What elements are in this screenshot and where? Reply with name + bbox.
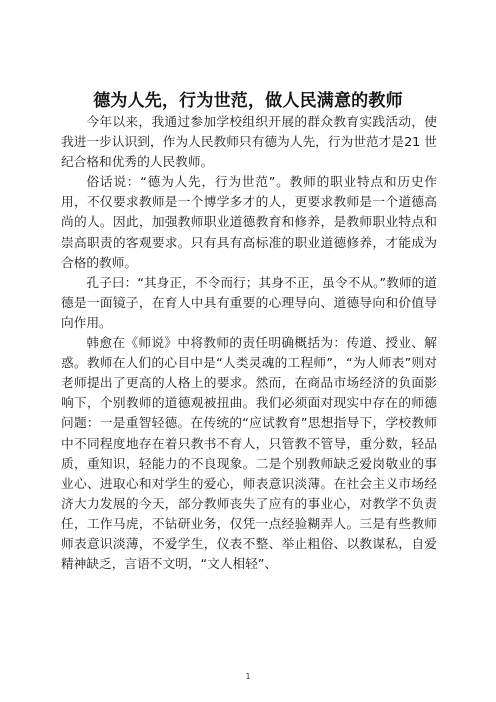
paragraph-2: 俗话说：“德为人先，行为世范”。教师的职业特点和历史作用，不仅要求教师是一个博学多才的人，更要求教师是一个道德高尚的人。因此，加强教师职业道德教育和修养，是教师职业特点和崇高职责的客观要求。只有具有高标准的职业道德修养，才能成为合格的教师。 — [61, 174, 437, 270]
paragraph-4: 韩愈在《师说》中将教师的责任明确概括为：传道、授业、解惑。教师在人们的心目中是“人类灵魂的工程师”，“为人师表”则对老师提出了更高的人格上的要求。然而，在商品市场经济的负面影响下，个别教师的道德观被扭曲。我们必须面对现实中存在的师德问题：一是重智轻德。在传统的“应试教育”思想指导下，学校教师中不同程度地存在着只教书不育人，只管教不管导，重分数，轻品质，重知识，轻能力的不良现象。二是个别教师缺乏爱岗敬业的事业心、进取心和对学生的爱心，师表意识淡薄。在社会主义市场经济大力发展的今天，部分教师丧失了应有的事业心，对教学不负责任，工作马虎，不钻研业务，仅凭一点经验糊弄人。三是有些教师师表意识淡薄，不爱学生，仪表不整、举止粗俗、以教谋私，自爱精神缺乏，言语不文明，“文人相轻”、 — [61, 335, 437, 572]
document-title: 德为人先，行为世范，做人民满意的教师 — [93, 91, 403, 111]
paragraph-1: 今年以来，我通过参加学校组织开展的群众教育实践活动，使我进一步认识到，作为人民教师只有德为人先，行为世范才是21 世纪合格和优秀的人民教师。 — [61, 114, 437, 170]
page-number: 1 — [245, 672, 251, 681]
document-body — [61, 112, 437, 574]
paragraph-3: 孔子曰：“其身正，不令而行；其身不正，虽令不从。”教师的道德是一面镜子，在育人中具有重要的心理导向、道德导向和价值导向作用。 — [61, 274, 437, 330]
